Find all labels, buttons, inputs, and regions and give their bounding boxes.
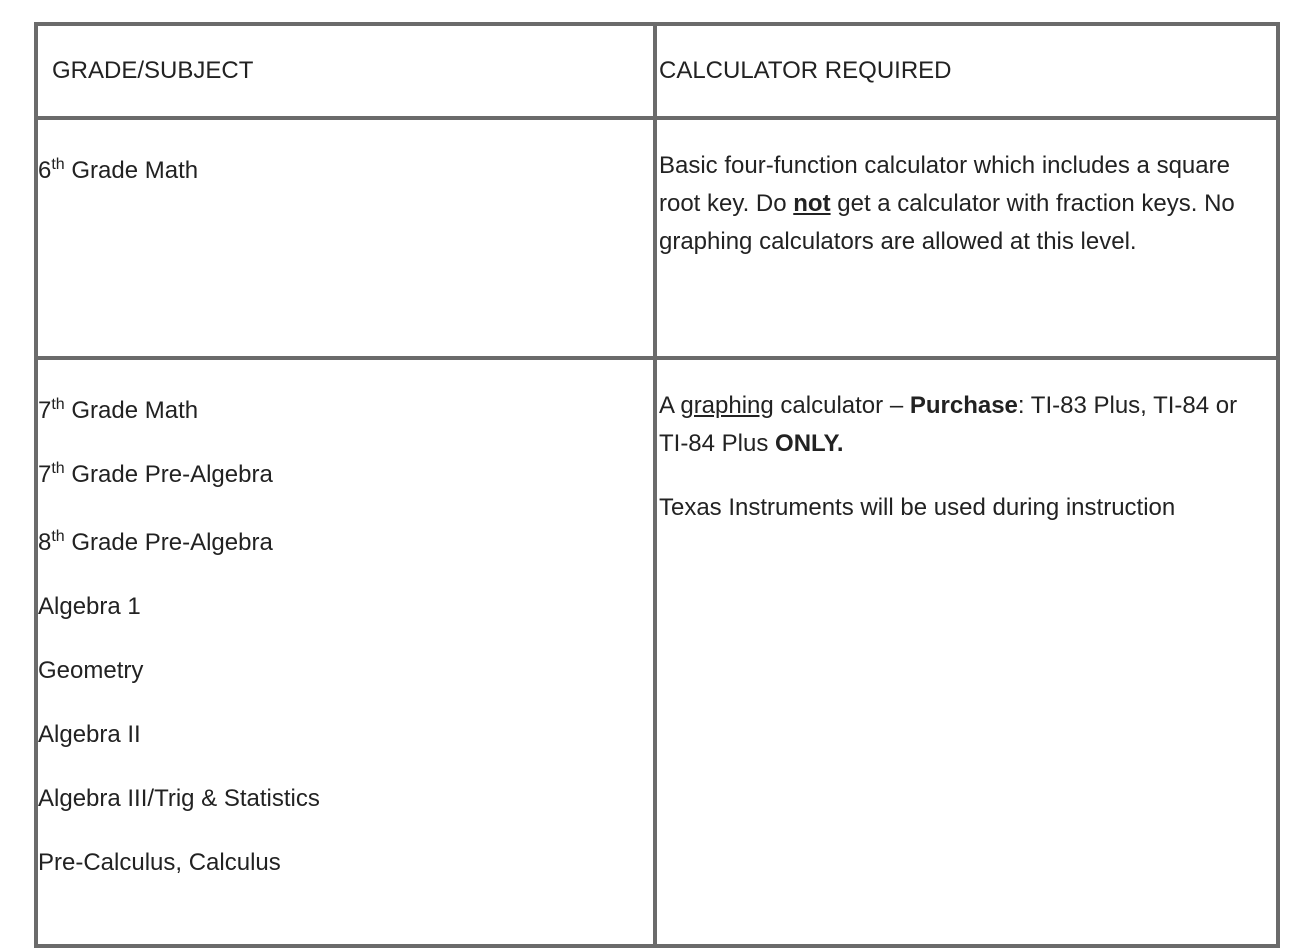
calculator-cell — [655, 358, 1278, 946]
subject-item: 6th Grade Math — [38, 156, 199, 184]
only-label: ONLY. — [775, 430, 844, 457]
table-header-row — [36, 24, 1278, 118]
subject-item: Algebra II — [38, 721, 141, 748]
subject-cell — [36, 358, 655, 946]
table-row — [36, 118, 1278, 358]
header-calculator-required: CALCULATOR REQUIRED — [655, 24, 1278, 118]
calculator-requirement: A graphing calculator – Purchase: TI-83 Plus, TI-84 or TI-84 Plus ONLY. — [658, 392, 1238, 457]
table-row — [36, 358, 1278, 946]
subject-item: 8th Grade Pre-Algebra — [38, 528, 273, 556]
graphing-underlined: graphing — [680, 392, 774, 419]
paragraph-gap — [659, 463, 1272, 489]
emphasis-not: not — [793, 190, 831, 217]
subject-item: Algebra III/Trig & Statistics — [38, 785, 320, 812]
purchase-label: Purchase — [909, 392, 1018, 419]
subject-cell — [36, 118, 655, 358]
subject-item: 7th Grade Math — [38, 396, 199, 424]
subject-item: Algebra 1 — [38, 593, 141, 620]
subject-item: Pre-Calculus, Calculus — [38, 849, 281, 876]
subject-item: Geometry — [38, 657, 144, 684]
calculator-cell: Basic four-function calculator which includes a square root key. Do not get a calculator with fraction keys. No graphing calculators are allowed at this level. — [655, 118, 1278, 358]
subject-item: 7th Grade Pre-Algebra — [38, 460, 273, 488]
calculator-requirements-table — [34, 22, 1280, 948]
calculator-note: Texas Instruments will be used during instruction — [658, 494, 1176, 521]
header-grade-subject: GRADE/SUBJECT — [36, 24, 655, 118]
